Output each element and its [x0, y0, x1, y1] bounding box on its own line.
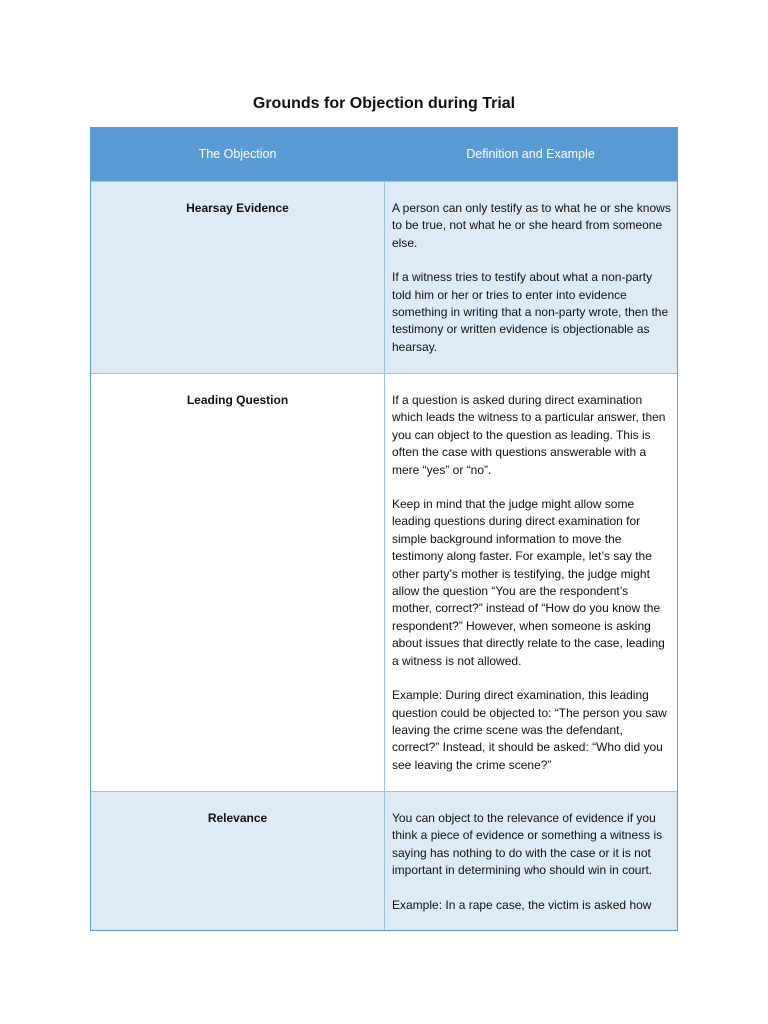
table-row [91, 373, 677, 791]
definition-cell [384, 792, 677, 931]
table-header-row [91, 128, 677, 181]
definition-paragraph: Example: During direct examination, this leading question could be objected to: “The person you saw leaving the crime scene was the defendant, correct?” Instead, it should be asked: “Who did you see leaving the crime scene?” [392, 688, 667, 772]
definition-cell [384, 182, 677, 373]
table-row [91, 181, 677, 373]
definition-paragraph: Keep in mind that the judge might allow some leading questions during direct examination for simple background information to move the testimony along faster. For example, let’s say the other party’s mother is testifying, the judge might allow the question “You are the respondent’s mother, correct?” instead of “How do you know the respondent?” However, when someone is asking about issues that directly relate to the case, leading a witness is not allowed. [392, 497, 665, 668]
table-row [91, 791, 677, 931]
definition-paragraph: Example: In a rape case, the victim is asked how [392, 897, 652, 912]
header-definition: Definition and Example [466, 146, 595, 161]
definition-paragraph: You can object to the relevance of evidence if you think a piece of evidence or something a witness is saying has nothing to do with the case or it is not important in determining who should win in court. [392, 811, 663, 878]
objections-table [90, 127, 678, 931]
definition-cell [384, 374, 677, 791]
definition-paragraph: If a question is asked during direct examination which leads the witness to a particular answer, then you can object to the question as leading. This is often the case with questions answerable with a mere “yes” or “no”. [392, 393, 666, 477]
definition-paragraph: A person can only testify as to what he or she knows to be true, not what he or she heard from someone else. [392, 201, 671, 250]
document-title: Grounds for Objection during Trial [252, 95, 516, 112]
objection-name: Hearsay Evidence [186, 201, 289, 215]
objection-name: Relevance [207, 811, 268, 825]
definition-paragraph: If a witness tries to testify about what a non-party told him or her or tries to enter into evidence something in writing that a non-party wrote, then the testimony or written evidence is objectionable as hearsay. [392, 270, 669, 354]
objection-name: Leading Question [186, 393, 289, 407]
header-objection: The Objection [198, 146, 277, 161]
